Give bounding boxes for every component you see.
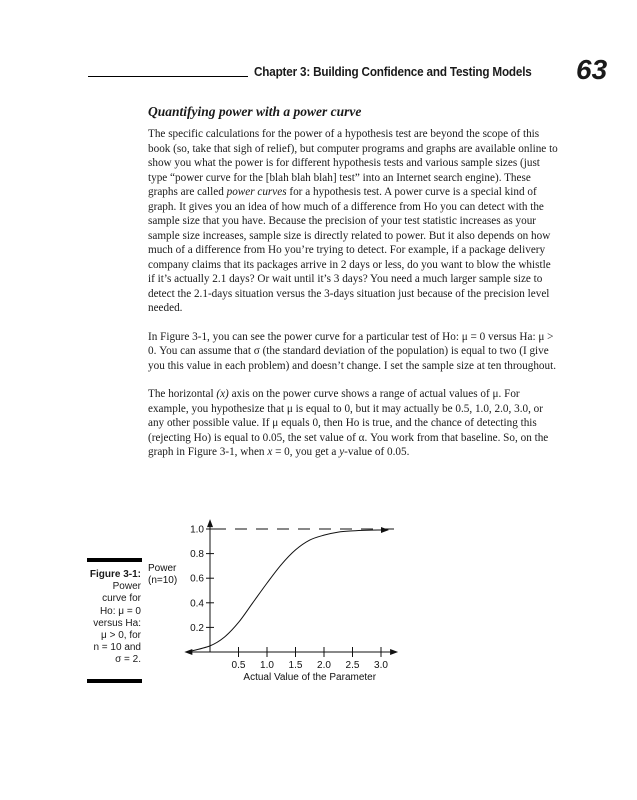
caption-line: μ > 0, for xyxy=(101,630,141,642)
caption-line: n = 10 and xyxy=(93,642,141,654)
text-run: -value of 0.05. xyxy=(344,446,410,458)
page-number: 63 xyxy=(576,54,608,85)
text-run: for a hypothesis test. A power curve is a special kind of graph. It gives you an idea of how much of a difference from Ho you can detect with the sample size that you have. Because the precision of your test statistic increases as your sample size increases, sample size is directly related to power. But it also depends on how much of a difference from Ho you’re trying to detect. For example, if a package delivery company claims that its packages arrive in 2 days or less, do you want to blow the whistle if it’s actually 2.1 days? Or wait until it’s 3 days? You need a much larger sample size to detect the 2.1-days situation versus the 3-days situation just because of the precision level needed. xyxy=(148,186,551,314)
caption-line: σ = 2. xyxy=(115,654,141,666)
y-axis-label: Power xyxy=(148,563,177,574)
text-run: axis on the power curve shows a range of actual values of μ. For example, you hypothesize that μ is equal to 0, but it may actually be 0.5, 1.0, 2.0, 3.0, or any other possible value. If μ equals 0, then Ho is true, and the chance of detecting this (rejecting Ho) is equal to 0.05, the set value of α. You work from that baseline. So, on the graph in Figure 3-1, when xyxy=(148,388,549,458)
power-curve-chart xyxy=(140,498,420,688)
paragraph xyxy=(148,330,560,374)
figure-rule-top xyxy=(87,558,142,562)
italic-text: power curves xyxy=(226,186,287,198)
header-rule xyxy=(88,76,248,77)
y-tick-label: 0.4 xyxy=(190,598,204,610)
italic-text: y xyxy=(339,446,345,458)
section-heading: Quantifying power with a power curve xyxy=(148,104,362,119)
power-curve-line xyxy=(187,530,381,652)
running-header-title: Chapter 3: Building Confidence and Testing Models xyxy=(254,64,532,79)
caption-line: Power xyxy=(112,581,141,593)
paragraph xyxy=(148,127,560,316)
caption-line: curve for xyxy=(102,593,141,605)
figure-caption xyxy=(74,569,141,667)
x-tick-label: 3.0 xyxy=(374,660,388,671)
main-content xyxy=(148,104,560,474)
italic-text: x xyxy=(267,446,273,458)
text-run: The specific calculations for the power of a hypothesis test are beyond the scope of this book (so, take that sigh of relief), but computer programs and graphs are available online to show you what the power is for different hypothesis tests and various sample sizes (just type “power curve for the [blah blah blah] test” into an Internet search engine). These graphs are called xyxy=(148,128,558,198)
text-run: In Figure 3-1, you can see the power curve for a particular test of Ho: μ = 0 versus Ha: μ > 0. You can assume that σ (the standard deviation of the population) is equal to two (I give you this value in each problem) and doesn’t change. I set the sample size at ten throughout. xyxy=(148,330,557,372)
caption-line: Ho: μ = 0 xyxy=(99,605,141,617)
figure-label: Figure 3-1: xyxy=(89,569,141,580)
y-tick-label: 1.0 xyxy=(190,524,204,536)
caption-line: versus Ha: xyxy=(93,617,141,629)
y-axis-label: (n=10) xyxy=(148,575,178,586)
x-tick-label: 2.0 xyxy=(317,660,331,671)
text-run: = 0, you get a xyxy=(272,446,340,458)
y-tick-label: 0.2 xyxy=(190,622,204,634)
x-tick-label: 1.5 xyxy=(288,660,303,671)
italic-text: (x) xyxy=(216,388,229,400)
y-tick-label: 0.8 xyxy=(190,549,204,561)
x-tick-label: 0.5 xyxy=(231,660,246,671)
y-axis-arrow xyxy=(207,519,213,527)
x-tick-label: 2.5 xyxy=(345,660,360,671)
x-axis-label: Actual Value of the Parameter xyxy=(243,672,377,683)
x-tick-label: 1.0 xyxy=(260,660,274,671)
figure-rule-bottom xyxy=(87,679,142,683)
x-axis-arrow-right xyxy=(390,649,398,655)
power-curve-arrow xyxy=(381,527,389,533)
y-tick-label: 0.6 xyxy=(190,573,204,585)
paragraph xyxy=(148,387,560,460)
text-run: The horizontal xyxy=(148,388,217,400)
